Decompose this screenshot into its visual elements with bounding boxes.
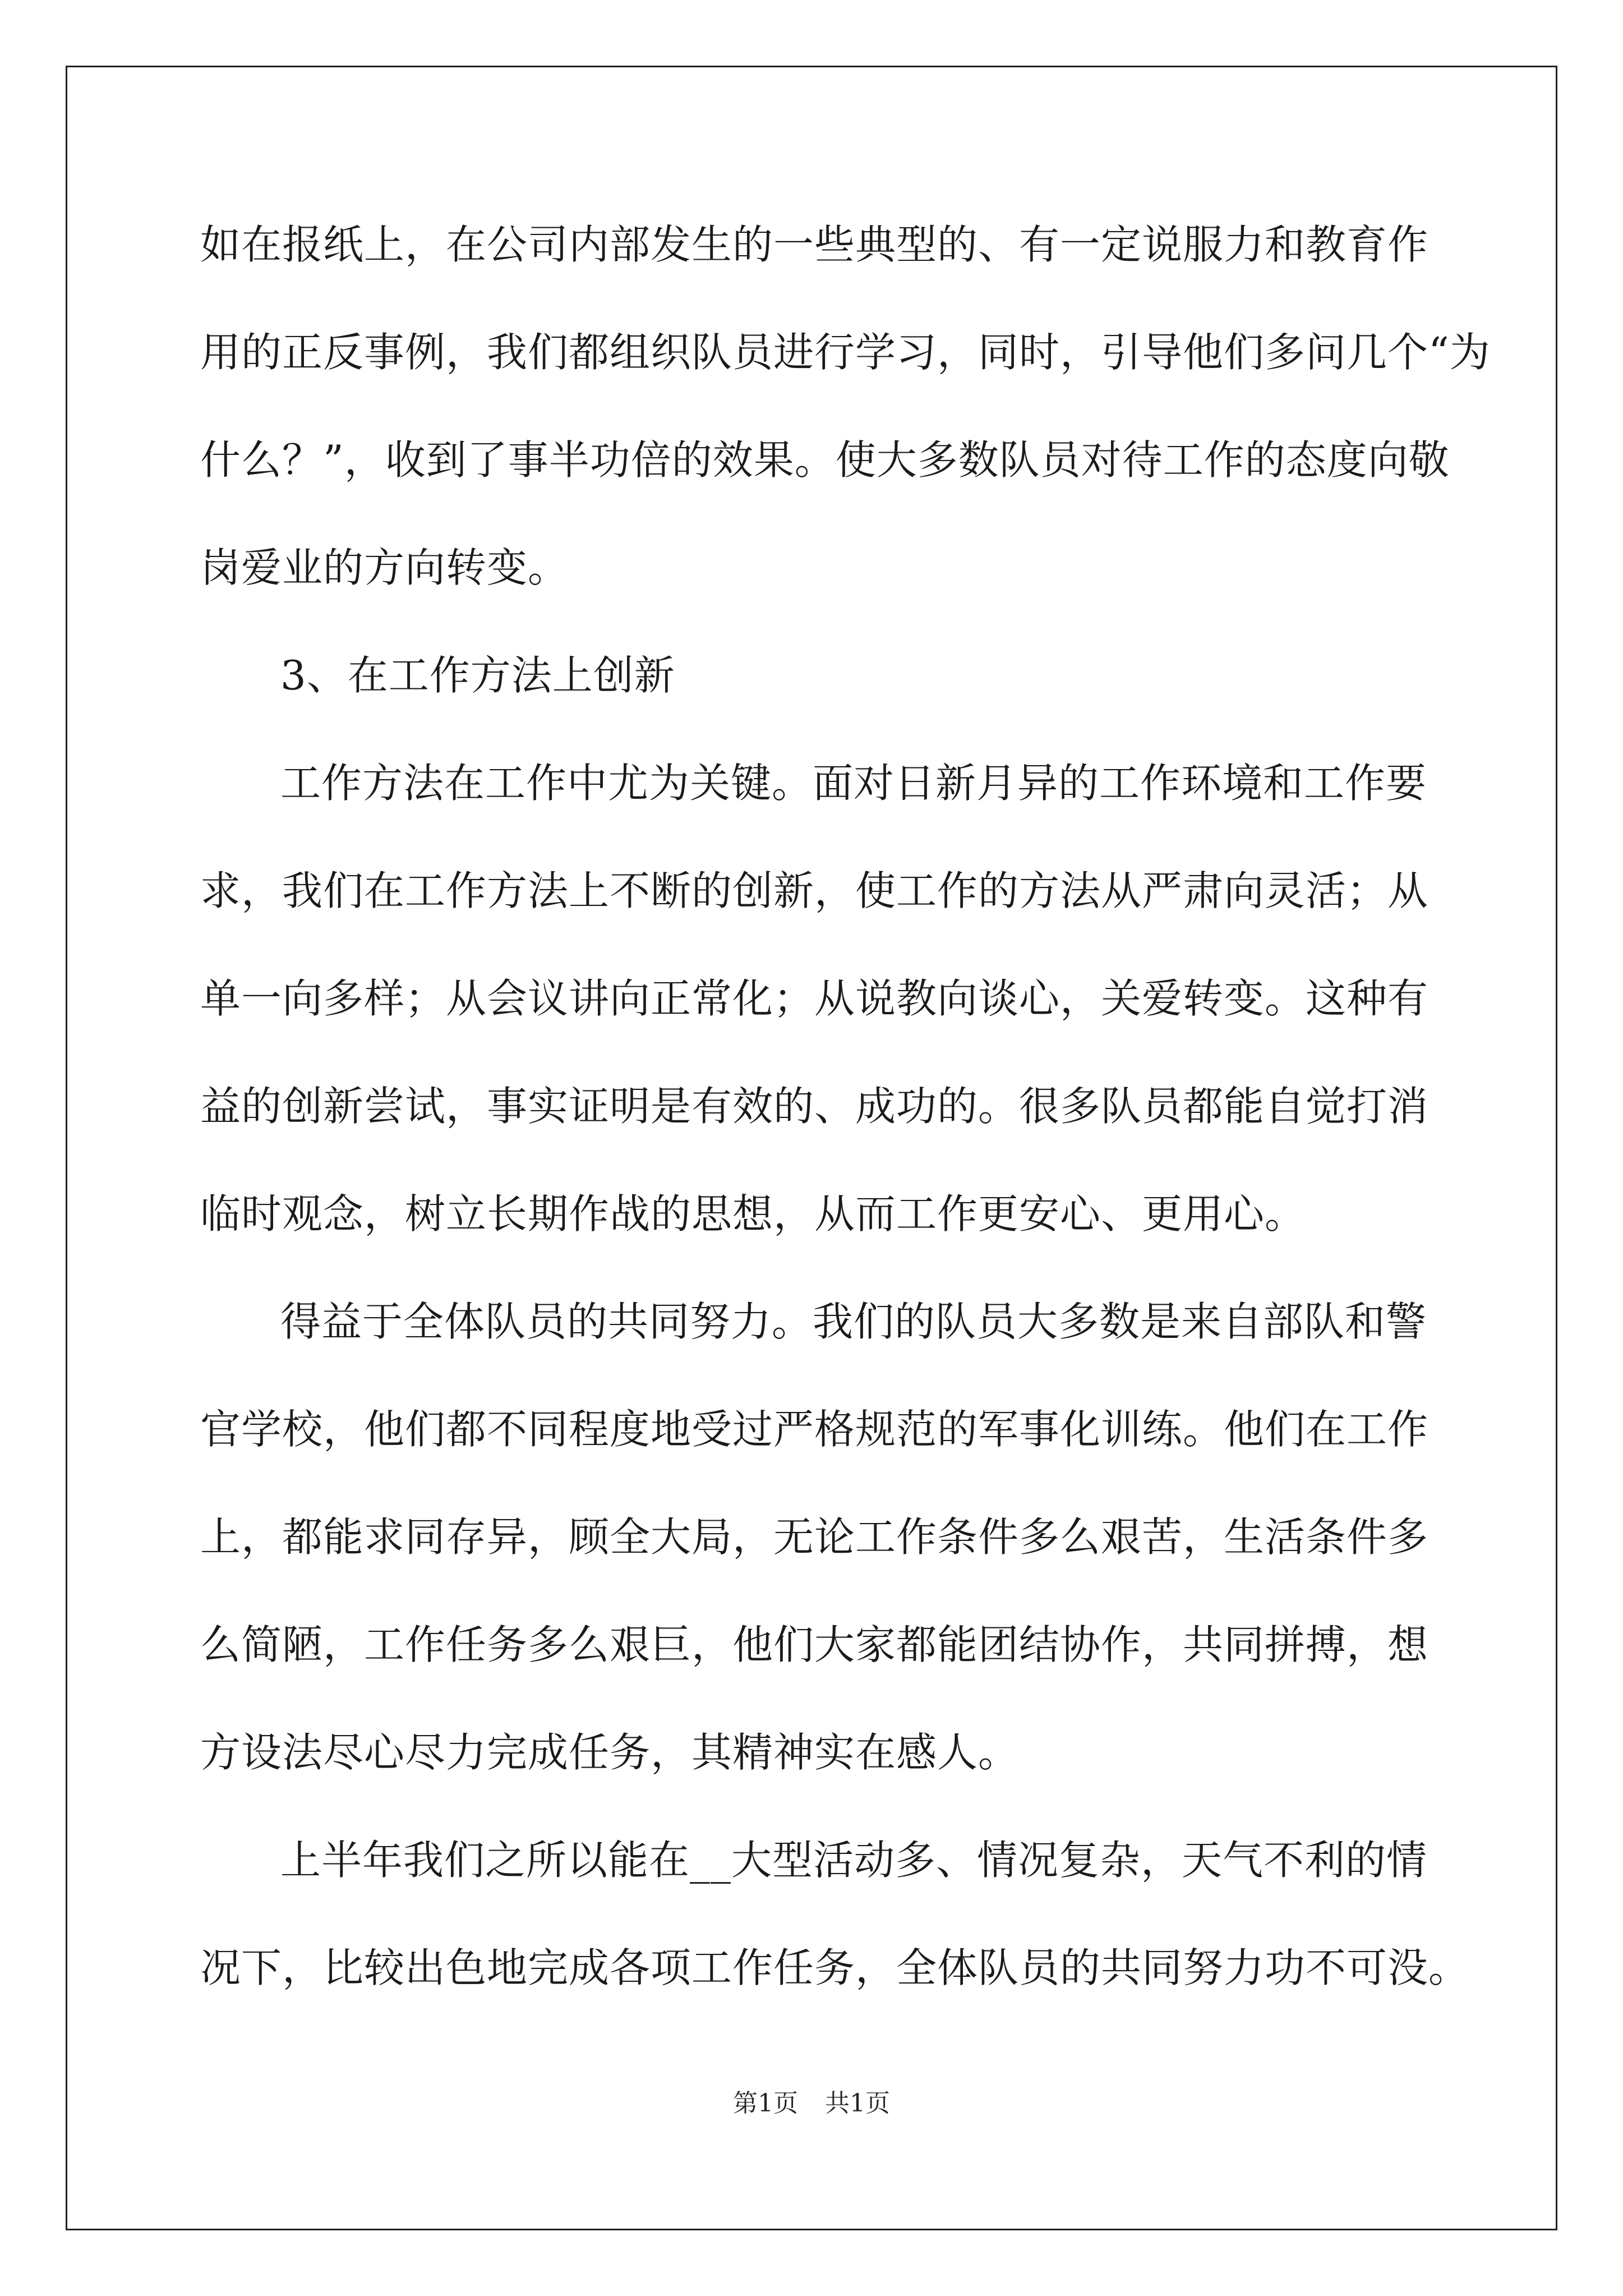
page-number: 第1页	[733, 2089, 798, 2118]
text-line: 况下，比较出色地完成各项工作任务，全体队员的共同努力功不可没。	[200, 1944, 1470, 1991]
paragraph-start-line: 工作方法在工作中尤为关键。面对日新月异的工作环境和工作要	[280, 760, 1427, 807]
paragraph-start-line: 得益于全体队员的共同努力。我们的队员大多数是来自部队和警	[280, 1298, 1427, 1345]
text-line: 方设法尽心尽力完成任务，其精神实在感人。	[200, 1729, 1020, 1776]
text-line: 岗爱业的方向转变。	[200, 544, 569, 591]
paragraph-start-line: 上半年我们之所以能在__大型活动多、情况复杂，天气不利的情	[280, 1837, 1428, 1884]
page-footer	[0, 2087, 1623, 2120]
section-heading: 3、在工作方法上创新	[280, 652, 675, 699]
text-line: 上，都能求同存异，顾全大局，无论工作条件多么艰苦，生活条件多	[200, 1513, 1429, 1561]
text-line: 用的正反事例，我们都组织队员进行学习，同时，引导他们多问几个“为	[200, 329, 1491, 376]
text-line: 官学校，他们都不同程度地受过严格规范的军事化训练。他们在工作	[200, 1406, 1429, 1453]
text-line: 临时观念，树立长期作战的思想，从而工作更安心、更用心。	[200, 1190, 1306, 1237]
text-line: 如在报纸上，在公司内部发生的一些典型的、有一定说服力和教育作	[200, 221, 1429, 268]
text-line: 求，我们在工作方法上不断的创新，使工作的方法从严肃向灵活；从	[200, 867, 1429, 914]
text-line: 么简陋，工作任务多么艰巨，他们大家都能团结协作，共同拼搏，想	[200, 1621, 1429, 1668]
text-line: 什么？”，收到了事半功倍的效果。使大多数队员对待工作的态度向敬	[200, 436, 1450, 484]
page-total: 共1页	[825, 2089, 890, 2118]
document-body	[200, 213, 1491, 2044]
text-line: 单一向多样；从会议讲向正常化；从说教向谈心，关爱转变。这种有	[200, 975, 1429, 1022]
text-line: 益的创新尝试，事实证明是有效的、成功的。很多队员都能自觉打消	[200, 1083, 1429, 1130]
